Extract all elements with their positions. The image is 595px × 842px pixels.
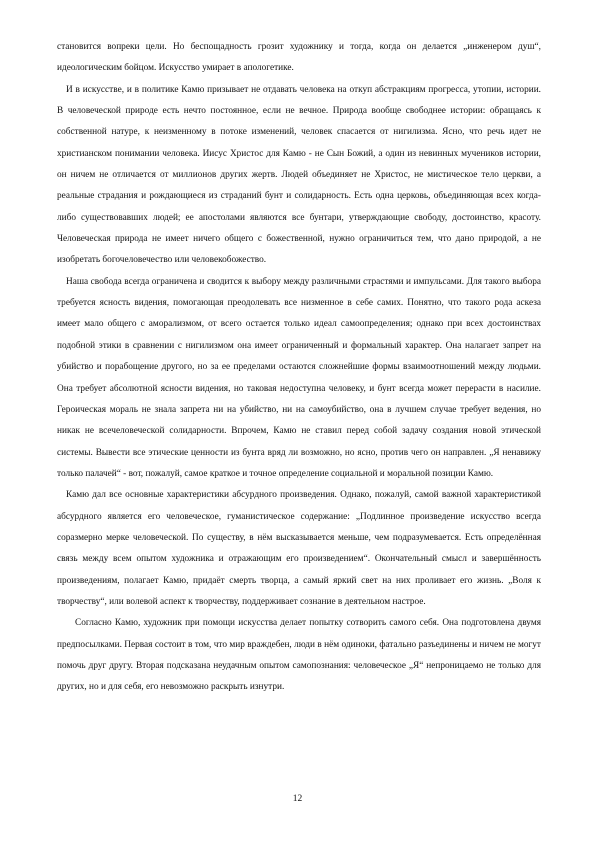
paragraph-3: Наша свобода всегда ограничена и сводится к выбору между различными страстями и импульсами. Для такого выбора требуется ясность видения, помогающая преодолевать все низменное в себе самих. Понятно, что такого рода аскеза имеет мало общего с аморализмом, от всего остается только идеал самоопределения; однако при всех достоинствах подобной этики в сравнении с нигилизмом она имеет ограниченный и формальный характер. Она налагает запрет на убийство и порабощение другого, но за ее пределами остаются сложнейшие формы взаимоотношений между людьми. Она требует абсолютной ясности видения, но таковая недоступна человеку, и бунт всегда может перерасти в насилие. Героическая мораль не знала запрета ни на убийство, ни на самоубийство, она в лучшем случае требует ведения, но никак не всечеловеческой солидарности. Впрочем, Камю не ставил перед собой задачу создания новой этической системы. Вывести все этические ценности из бунта вряд ли возможно, но ясно, против чего он направлен. „Я ненавижу только палачей“ - вот, пожалуй, самое краткое и точное определение социальной и моральной позиции Камю. xyxy=(57,276,541,479)
paragraph-4: Камю дал все основные характеристики абсурдного произведения. Однако, пожалуй, самой важной характеристикой абсурдного является его человеческое, гуманистическое содержание: „Подлинное произведение искусство всегда соразмерно мерке человеческой. По существу, в нём высказывается меньше, чем подразумевается. Есть определённая связь между всем опытом художника и отражающим его произведением“. Окончательный смысл и завершённость произведениям, полагает Камю, придаёт смерть творца, а самый яркий свет на них проливает его жизнь. „Воля к творчеству“, или волевой аспект к творчеству, поддерживает сознание в деятельном настрое. xyxy=(57,490,541,607)
page-number: 12 xyxy=(292,794,303,804)
paragraph-1: становится вопреки цели. Но беспощадность грозит художнику и тогда, когда он делается „инженером душ“, идеологическим бойцом. Искусство умирает в апологетике. xyxy=(57,42,541,74)
paragraph-2: И в искусстве, и в политике Камю призывает не отдавать человека на откуп абстракциям прогресса, утопии, истории. В человеческой природе есть нечто постоянное, если не вечное. Природа вообще свободнее истории: обращаясь к собственной натуре, к неизменному в потоке изменений, человек спасается от нигилизма. Ясно, что речь идет не христианском понимании человека. Иисус Христос для Камю - не Сын Божий, а один из невинных мучеников истории, он ничем не отличается от миллионов других жертв. Людей объединяет не Христос, не мистическое тело церкви, а реальные страдания и рождающиеся из страданий бунт и солидарность. Есть одна церковь, объединяющая всех когда-либо существовавших людей; ее апостолами являются все бунтари, утверждающие свободу, достоинство, красоту. Человеческая природа не имеет ничего общего с божественной, нужно ограничиться тем, что дано природой, а не изобретать богочеловечество или человекобожество. xyxy=(57,84,541,266)
paragraph-5: Согласно Камю, художник при помощи искусства делает попытку сотворить самого себя. Она подготовлена двумя предпосылками. Первая состоит в том, что мир враждебен, люди в нём одиноки, фатально разъединены и ничем не могут помочь друг другу. Вторая подсказана неудачным опытом самопознания: человеческое „Я“ непроницаемо не только для других, но и для себя, его невозможно раскрыть изнутри. xyxy=(57,618,541,693)
body-text xyxy=(57,37,541,699)
